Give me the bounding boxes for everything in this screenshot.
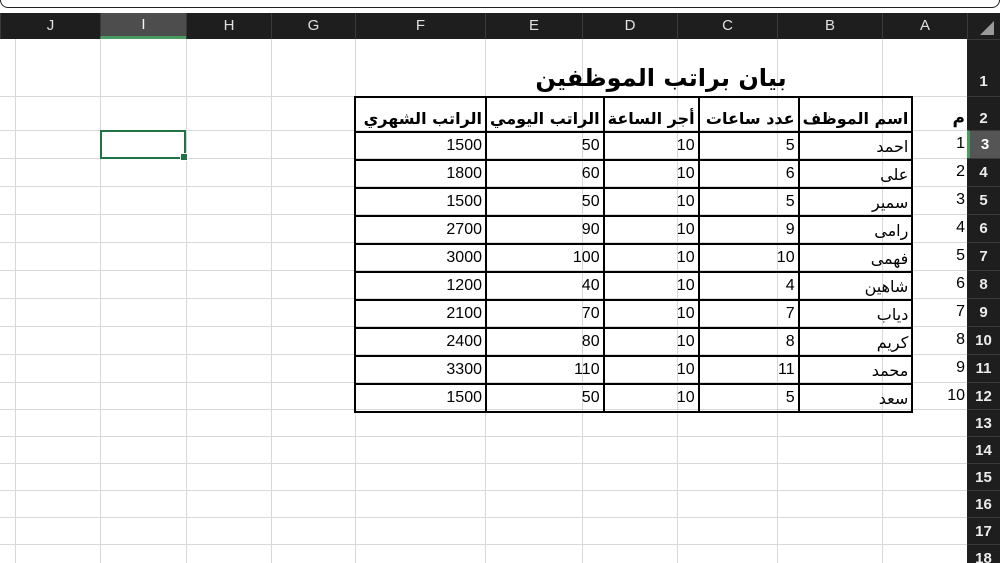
- cell-monthly-salary[interactable]: 2100: [355, 300, 486, 328]
- row-header-10[interactable]: 10: [967, 326, 1000, 354]
- table-row: [355, 384, 912, 412]
- column-header-A[interactable]: A: [882, 13, 967, 39]
- cell-monthly-salary[interactable]: 3300: [355, 356, 486, 384]
- cell-daily-salary[interactable]: 80: [486, 328, 604, 356]
- cell-daily-salary[interactable]: 90: [486, 216, 604, 244]
- fill-handle[interactable]: [180, 153, 188, 161]
- row-header-16[interactable]: 16: [967, 490, 1000, 517]
- grid-line: [0, 463, 967, 464]
- table-row: [355, 300, 912, 328]
- grid-line: [0, 490, 967, 491]
- cell-index[interactable]: 6: [956, 275, 965, 292]
- header-hours[interactable]: عدد ساعات: [699, 97, 799, 132]
- grid-line: [0, 544, 967, 545]
- row-header-7[interactable]: 7: [967, 242, 1000, 270]
- cell-hours[interactable]: 9: [699, 216, 799, 244]
- cell-monthly-salary[interactable]: 2700: [355, 216, 486, 244]
- cell-employee-name[interactable]: محمد: [799, 356, 913, 384]
- column-header-I[interactable]: I: [100, 13, 186, 39]
- row-header-5[interactable]: 5: [967, 186, 1000, 214]
- header-index[interactable]: م: [952, 108, 965, 128]
- cell-index[interactable]: 1: [956, 135, 965, 152]
- column-header-H[interactable]: H: [186, 13, 271, 39]
- cell-hours[interactable]: 8: [699, 328, 799, 356]
- cell-hours[interactable]: 7: [699, 300, 799, 328]
- cell-daily-salary[interactable]: 60: [486, 160, 604, 188]
- grid-line: [15, 39, 16, 563]
- cell-index[interactable]: 8: [956, 331, 965, 348]
- grid-line: [0, 517, 967, 518]
- table-row: [355, 356, 912, 384]
- column-header-J[interactable]: J: [0, 13, 100, 39]
- cell-index[interactable]: 3: [956, 191, 965, 208]
- row-header-13[interactable]: 13: [967, 409, 1000, 436]
- column-header-E[interactable]: E: [485, 13, 582, 39]
- cell-hours[interactable]: 5: [699, 132, 799, 160]
- table-row: [355, 188, 912, 216]
- row-header-4[interactable]: 4: [967, 158, 1000, 186]
- row-header-14[interactable]: 14: [967, 436, 1000, 463]
- header-daily-salary[interactable]: الراتب اليومي: [486, 97, 604, 132]
- cell-hours[interactable]: 10: [699, 244, 799, 272]
- row-header-18[interactable]: 18: [967, 544, 1000, 563]
- cell-monthly-salary[interactable]: 1500: [355, 188, 486, 216]
- cell-employee-name[interactable]: رامى: [799, 216, 913, 244]
- header-employee-name[interactable]: اسم الموظف: [799, 97, 913, 132]
- cell-hourly-rate[interactable]: 10: [604, 272, 699, 300]
- row-header-8[interactable]: 8: [967, 270, 1000, 298]
- column-header-G[interactable]: G: [271, 13, 355, 39]
- row-header-17[interactable]: 17: [967, 517, 1000, 544]
- column-header-B[interactable]: B: [777, 13, 882, 39]
- cell-daily-salary[interactable]: 110: [486, 356, 604, 384]
- salary-table: [354, 96, 913, 413]
- cell-employee-name[interactable]: سمير: [799, 188, 913, 216]
- cell-index[interactable]: 2: [956, 163, 965, 180]
- cell-daily-salary[interactable]: 100: [486, 244, 604, 272]
- row-header-2[interactable]: 2: [967, 96, 1000, 130]
- cell-employee-name[interactable]: سعد: [799, 384, 913, 412]
- cell-daily-salary[interactable]: 70: [486, 300, 604, 328]
- sheet-title: بيان براتب الموظفين: [535, 64, 787, 92]
- cell-employee-name[interactable]: كريم: [799, 328, 913, 356]
- cell-monthly-salary[interactable]: 1800: [355, 160, 486, 188]
- cell-daily-salary[interactable]: 50: [486, 384, 604, 412]
- grid-line: [271, 39, 272, 563]
- select-all-corner[interactable]: [967, 13, 1000, 39]
- table-row: [355, 160, 912, 188]
- cell-employee-name[interactable]: فهمى: [799, 244, 913, 272]
- cell-employee-name[interactable]: شاهين: [799, 272, 913, 300]
- cell-hours[interactable]: 11: [699, 356, 799, 384]
- cell-employee-name[interactable]: دياب: [799, 300, 913, 328]
- formula-bar[interactable]: [0, 0, 1000, 8]
- cell-employee-name[interactable]: على: [799, 160, 913, 188]
- cell-hourly-rate[interactable]: 10: [604, 188, 699, 216]
- table-row: [355, 328, 912, 356]
- cell-monthly-salary[interactable]: 1500: [355, 384, 486, 412]
- row-header-15[interactable]: 15: [967, 463, 1000, 490]
- cell-index[interactable]: 5: [956, 247, 965, 264]
- column-header-D[interactable]: D: [582, 13, 677, 39]
- table-row: [355, 216, 912, 244]
- select-all-triangle-icon: [980, 21, 994, 35]
- cell-hourly-rate[interactable]: 10: [604, 300, 699, 328]
- cell-hourly-rate[interactable]: 10: [604, 356, 699, 384]
- cell-hourly-rate[interactable]: 10: [604, 328, 699, 356]
- cell-index[interactable]: 9: [956, 359, 965, 376]
- cell-daily-salary[interactable]: 50: [486, 188, 604, 216]
- table-row: [355, 132, 912, 160]
- cell-hours[interactable]: 4: [699, 272, 799, 300]
- row-header-1[interactable]: 1: [967, 39, 1000, 96]
- column-header-F[interactable]: F: [355, 13, 485, 39]
- formula-bar-edge: [0, 0, 1000, 13]
- cell-hourly-rate[interactable]: 10: [604, 160, 699, 188]
- column-header-C[interactable]: C: [677, 13, 777, 39]
- header-monthly-salary[interactable]: الراتب الشهري: [355, 97, 486, 132]
- active-cell[interactable]: [100, 130, 186, 159]
- cell-monthly-salary[interactable]: 1500: [355, 132, 486, 160]
- cell-index[interactable]: 4: [956, 219, 965, 236]
- grid-line: [100, 39, 101, 563]
- cell-monthly-salary[interactable]: 3000: [355, 244, 486, 272]
- row-header-9[interactable]: 9: [967, 298, 1000, 326]
- cell-hourly-rate[interactable]: 10: [604, 216, 699, 244]
- header-hourly-rate[interactable]: أجر الساعة: [604, 97, 699, 132]
- grid-line: [0, 436, 967, 437]
- grid-line: [186, 39, 187, 563]
- cell-daily-salary[interactable]: 50: [486, 132, 604, 160]
- cell-employee-name[interactable]: احمد: [799, 132, 913, 160]
- cell-hours[interactable]: 5: [699, 188, 799, 216]
- row-header-12[interactable]: 12: [967, 382, 1000, 409]
- table-row: [355, 244, 912, 272]
- cell-monthly-salary[interactable]: 1200: [355, 272, 486, 300]
- row-header-6[interactable]: 6: [967, 214, 1000, 242]
- cell-hours[interactable]: 6: [699, 160, 799, 188]
- table-header-row: [355, 97, 912, 132]
- cell-hourly-rate[interactable]: 10: [604, 244, 699, 272]
- cell-hourly-rate[interactable]: 10: [604, 384, 699, 412]
- cell-monthly-salary[interactable]: 2400: [355, 328, 486, 356]
- cell-index[interactable]: 7: [956, 303, 965, 320]
- table-row: [355, 272, 912, 300]
- row-header-3[interactable]: 3: [967, 130, 1000, 158]
- cell-daily-salary[interactable]: 40: [486, 272, 604, 300]
- row-header-11[interactable]: 11: [967, 354, 1000, 382]
- cell-hourly-rate[interactable]: 10: [604, 132, 699, 160]
- cell-index[interactable]: 10: [947, 387, 965, 404]
- cell-hours[interactable]: 5: [699, 384, 799, 412]
